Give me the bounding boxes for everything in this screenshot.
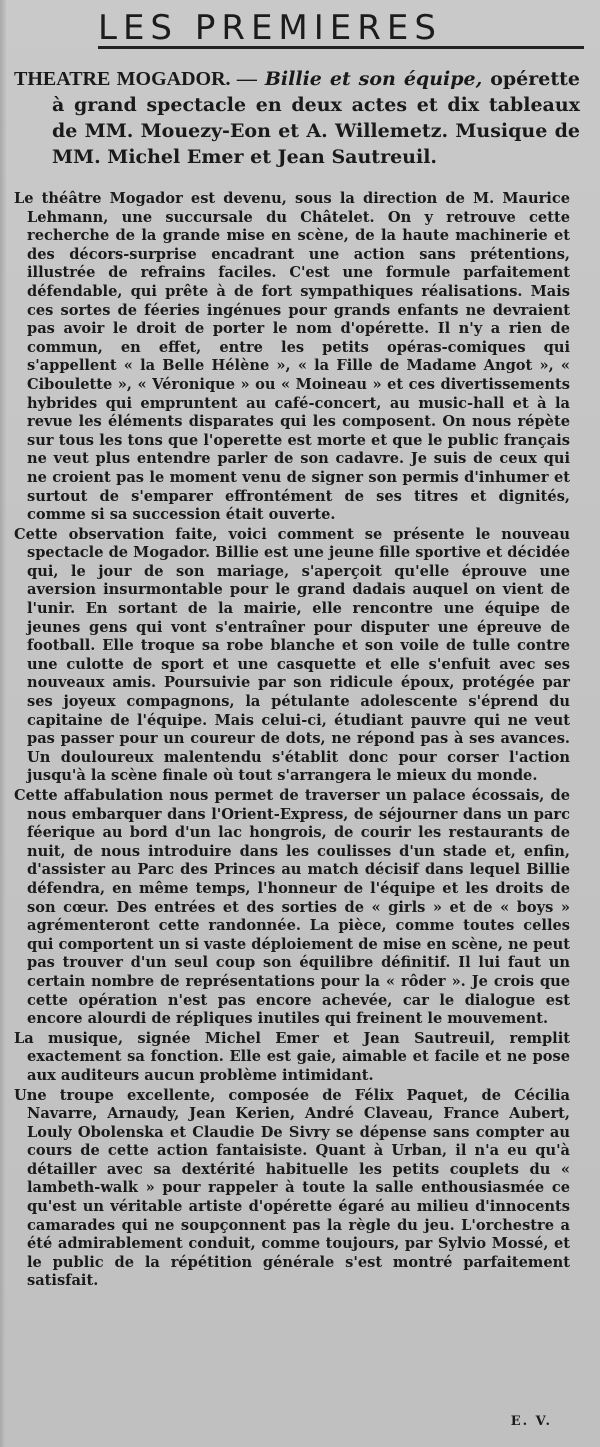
paragraph-plot: Cette observation faite, voici comment se présente le nouveau spectacle de Mogador. Billie est une jeune fille sportive et décidée qui, le jour de son mariage, s'aperçoit qu'elle éprouve une aversion insurmontable pour le grand dadais auquel on vient de l'unir. En sortant de la mairie, elle rencontre une équipe de jeunes gens qui vont s'entraîner pour disputer une épreuve de football. Elle troque sa robe blanche et son voile de tulle contre une culotte de sport et une casquette et elle s'enfuit avec ses nouveaux amis. Poursuivie par son ridicule époux, protégée par ses joyeux compagnons, la pétulante adolescente s'éprend du capitaine de l'équipe. Mais celui-ci, étudiant pauvre qui ne veut pas passer pour un coureur de dots, ne répond pas à ses avances. Un douloureux malentendu s'établit donc pour corser l'action jusqu'à la scène finale où tout s'arrangera le mieux du monde. (14, 525, 570, 785)
paragraph-intro: Le théâtre Mogador est devenu, sous la direction de M. Maurice Lehmann, une succursale du Châtelet. On y retrouve cette recherche de la grande mise en scène, de la haute machinerie et des décors-surprise encadrant une action sans prétentions, illustrée de refrains faciles. C'est une formule parfaitement défendable, qui prête à de fort sympathiques réalisations. Mais ces sortes de féeries ingénues pour grands enfants ne devraient pas avoir le droit de porter le nom d'opérette. Il n'y a rien de commun, en effet, entre les petits opéras-comiques qui s'appellent « la Belle Hélène », « la Fille de Madame Angot », « Ciboulette », « Véronique » ou « Moineau » et ces divertissements hybrides qui empruntent au café-concert, au music-hall et à la revue les éléments disparates qui les composent. On nous répète sur tous les tons que l'operette est morte et que le public français ne veut plus entendre parler de son cadavre. Je suis de ceux qui ne croient pas le moment venu de signer son permis d'inhumer et surtout de s'emparer effrontément de ses titres et dignités, comme si sa succession était ouverte. (14, 190, 570, 524)
paragraph-settings: Cette affabulation nous permet de traverser un palace écossais, de nous embarquer dans l'Orient-Express, de séjourner dans un parc féerique au bord d'un lac hongrois, de courir les restaurants de nuit, de nous introduire dans les coulisses d'un stade et, enfin, d'assister au Parc des Princes au match décisif dans lequel Billie défendra, en même temps, l'honneur de l'équipe et les droits de son cœur. Des entrées et des sorties de « girls » et de « boys » agrémenteront cette randonnée. La pièce, comme toutes celles qui comportent un si vaste déploiement de mise en scène, ne peut pas trouver d'un seul coup son équilibre définitif. Il lui faut un certain nombre de représentations pour la « rôder ». Je crois que cette opération n'est pas encore achevée, car le dialogue est encore alourdi de répliques inutiles qui freinent le mouvement. (14, 787, 570, 1028)
headline-theatre: THEATRE MOGADOR. — (14, 68, 257, 90)
page-edge-shadow (0, 0, 6, 1447)
article-headline (14, 66, 580, 170)
headline-block (14, 66, 580, 170)
paragraph-cast: Une troupe excellente, composée de Félix Paquet, de Cécilia Navarre, Arnaudy, Jean Kerien, André Claveau, France Aubert, Louly Obolenska et Claudie De Sivry se dépense sans compter au cours de cette action fantaisiste. Quant à Urban, il n'a eu qu'à détailler avec sa dextérité habituelle les petits couplets du « lambeth-walk » pour rappeler à toute la salle enthousiasmée ce qu'est un véritable artiste d'opérette égaré au milieu d'innocents camarades qui ne soupçonnent pas la règle du jeu. L'orchestre a été admirablement conduit, comme toujours, par Sylvio Mossé, et le public de la répétition générale s'est montré parfaitement satisfait. (14, 1086, 570, 1290)
headline-title: Billie et son équipe, (264, 68, 483, 90)
paragraph-music: La musique, signée Michel Emer et Jean Sautreuil, remplit exactement sa fonction. Elle est gaie, aimable et facile et ne pose aux auditeurs aucun problème intimidant. (14, 1029, 570, 1084)
headline-details: opérette à grand spectacle en deux actes et dix tableaux de MM. Mouezy-Eon et A. Willemetz. Musique de MM. Michel Emer et Jean Sautreuil. (52, 68, 580, 168)
section-masthead: LES PREMIERES (98, 6, 584, 49)
article-body (14, 190, 570, 1292)
author-signature: E. V. (510, 1414, 552, 1429)
